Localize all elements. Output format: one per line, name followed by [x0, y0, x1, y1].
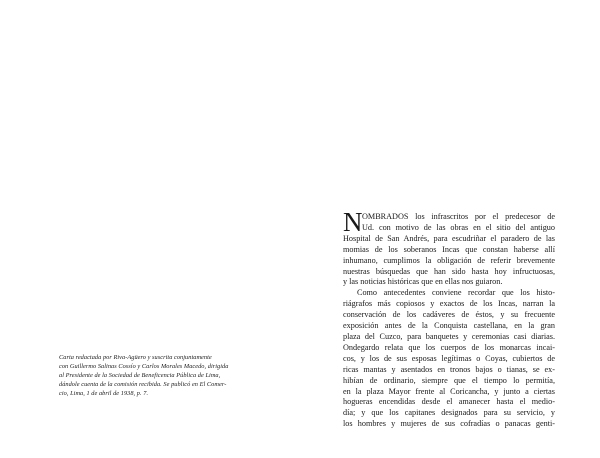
text-line: conservación de los cadáveres de éstos, y su frecuente	[343, 310, 555, 320]
note-line: al Presidente de la Sociedad de Beneficencia Pública de Lima,	[59, 372, 221, 379]
text-line: hogueras encendidas desde el amanecer hasta el medio-	[343, 397, 555, 407]
paragraph-1	[343, 207, 555, 288]
note-line: con Guillermo Salinas Cossío y Carlos Morales Macedo, dirigida	[59, 363, 229, 370]
text-line: inhumano, cumplimos la obligación de referir brevemente	[343, 255, 555, 265]
body-text	[343, 207, 555, 430]
text-line: Como antecedentes conviene recordar que los histo-	[357, 288, 555, 298]
text-line: hibían de ordinario, siempre que el tiempo lo permitía,	[343, 375, 555, 385]
text-line: OMBRADOS los infrascritos por el predecesor de	[362, 212, 555, 221]
text-line: plaza del Cuzco, para banquetes y ceremonias casi diarias.	[343, 331, 555, 341]
text-line: en la plaza Mayor frente al Coricancha, y junto a ciertas	[343, 386, 555, 396]
text-line: cos, y los de sus esposas legítimas o Coyas, cubiertos de	[343, 353, 555, 363]
note-line: dándole cuenta de la comisión recibida. Se publicó en El Comer-	[59, 381, 227, 388]
text-line: Hospital de San Andrés, para escudriñar el paradero de las	[343, 233, 555, 243]
source-note	[59, 353, 279, 398]
text-line: día; y que los capitanes designados para su servicio, y	[343, 408, 555, 418]
text-line: ricas mantas y asentados en tronos bajos o tianas, se ex-	[343, 364, 555, 374]
text-line: Ondegardo relata que los cuerpos de los monarcas incai-	[343, 342, 555, 352]
text-line: momias de los soberanos Incas que constan haberse allí	[343, 244, 555, 254]
note-line: cio, Lima, 1 de abril de 1938, p. 7.	[59, 390, 149, 397]
drop-cap: N	[343, 207, 363, 237]
text-line: exposición antes de la Conquista castellana, en la gran	[343, 321, 555, 331]
note-line: Carta redactada por Riva-Agüero y suscrita conjuntamente	[59, 354, 212, 361]
text-line: nuestras búsquedas que han sido hasta hoy infructuosas,	[343, 266, 555, 276]
paragraph-2	[343, 288, 555, 430]
text-line: los hombres y mujeres de sus cofradías o panacas genti-	[343, 419, 555, 429]
text-line: Ud. con motivo de las obras en el sitio del antiguo	[362, 222, 555, 232]
text-line: riágrafos más copiosos y exactos de los Incas, narran la	[343, 299, 555, 309]
text-line: y las noticias históricas que en ellas nos guiaron.	[343, 277, 503, 287]
